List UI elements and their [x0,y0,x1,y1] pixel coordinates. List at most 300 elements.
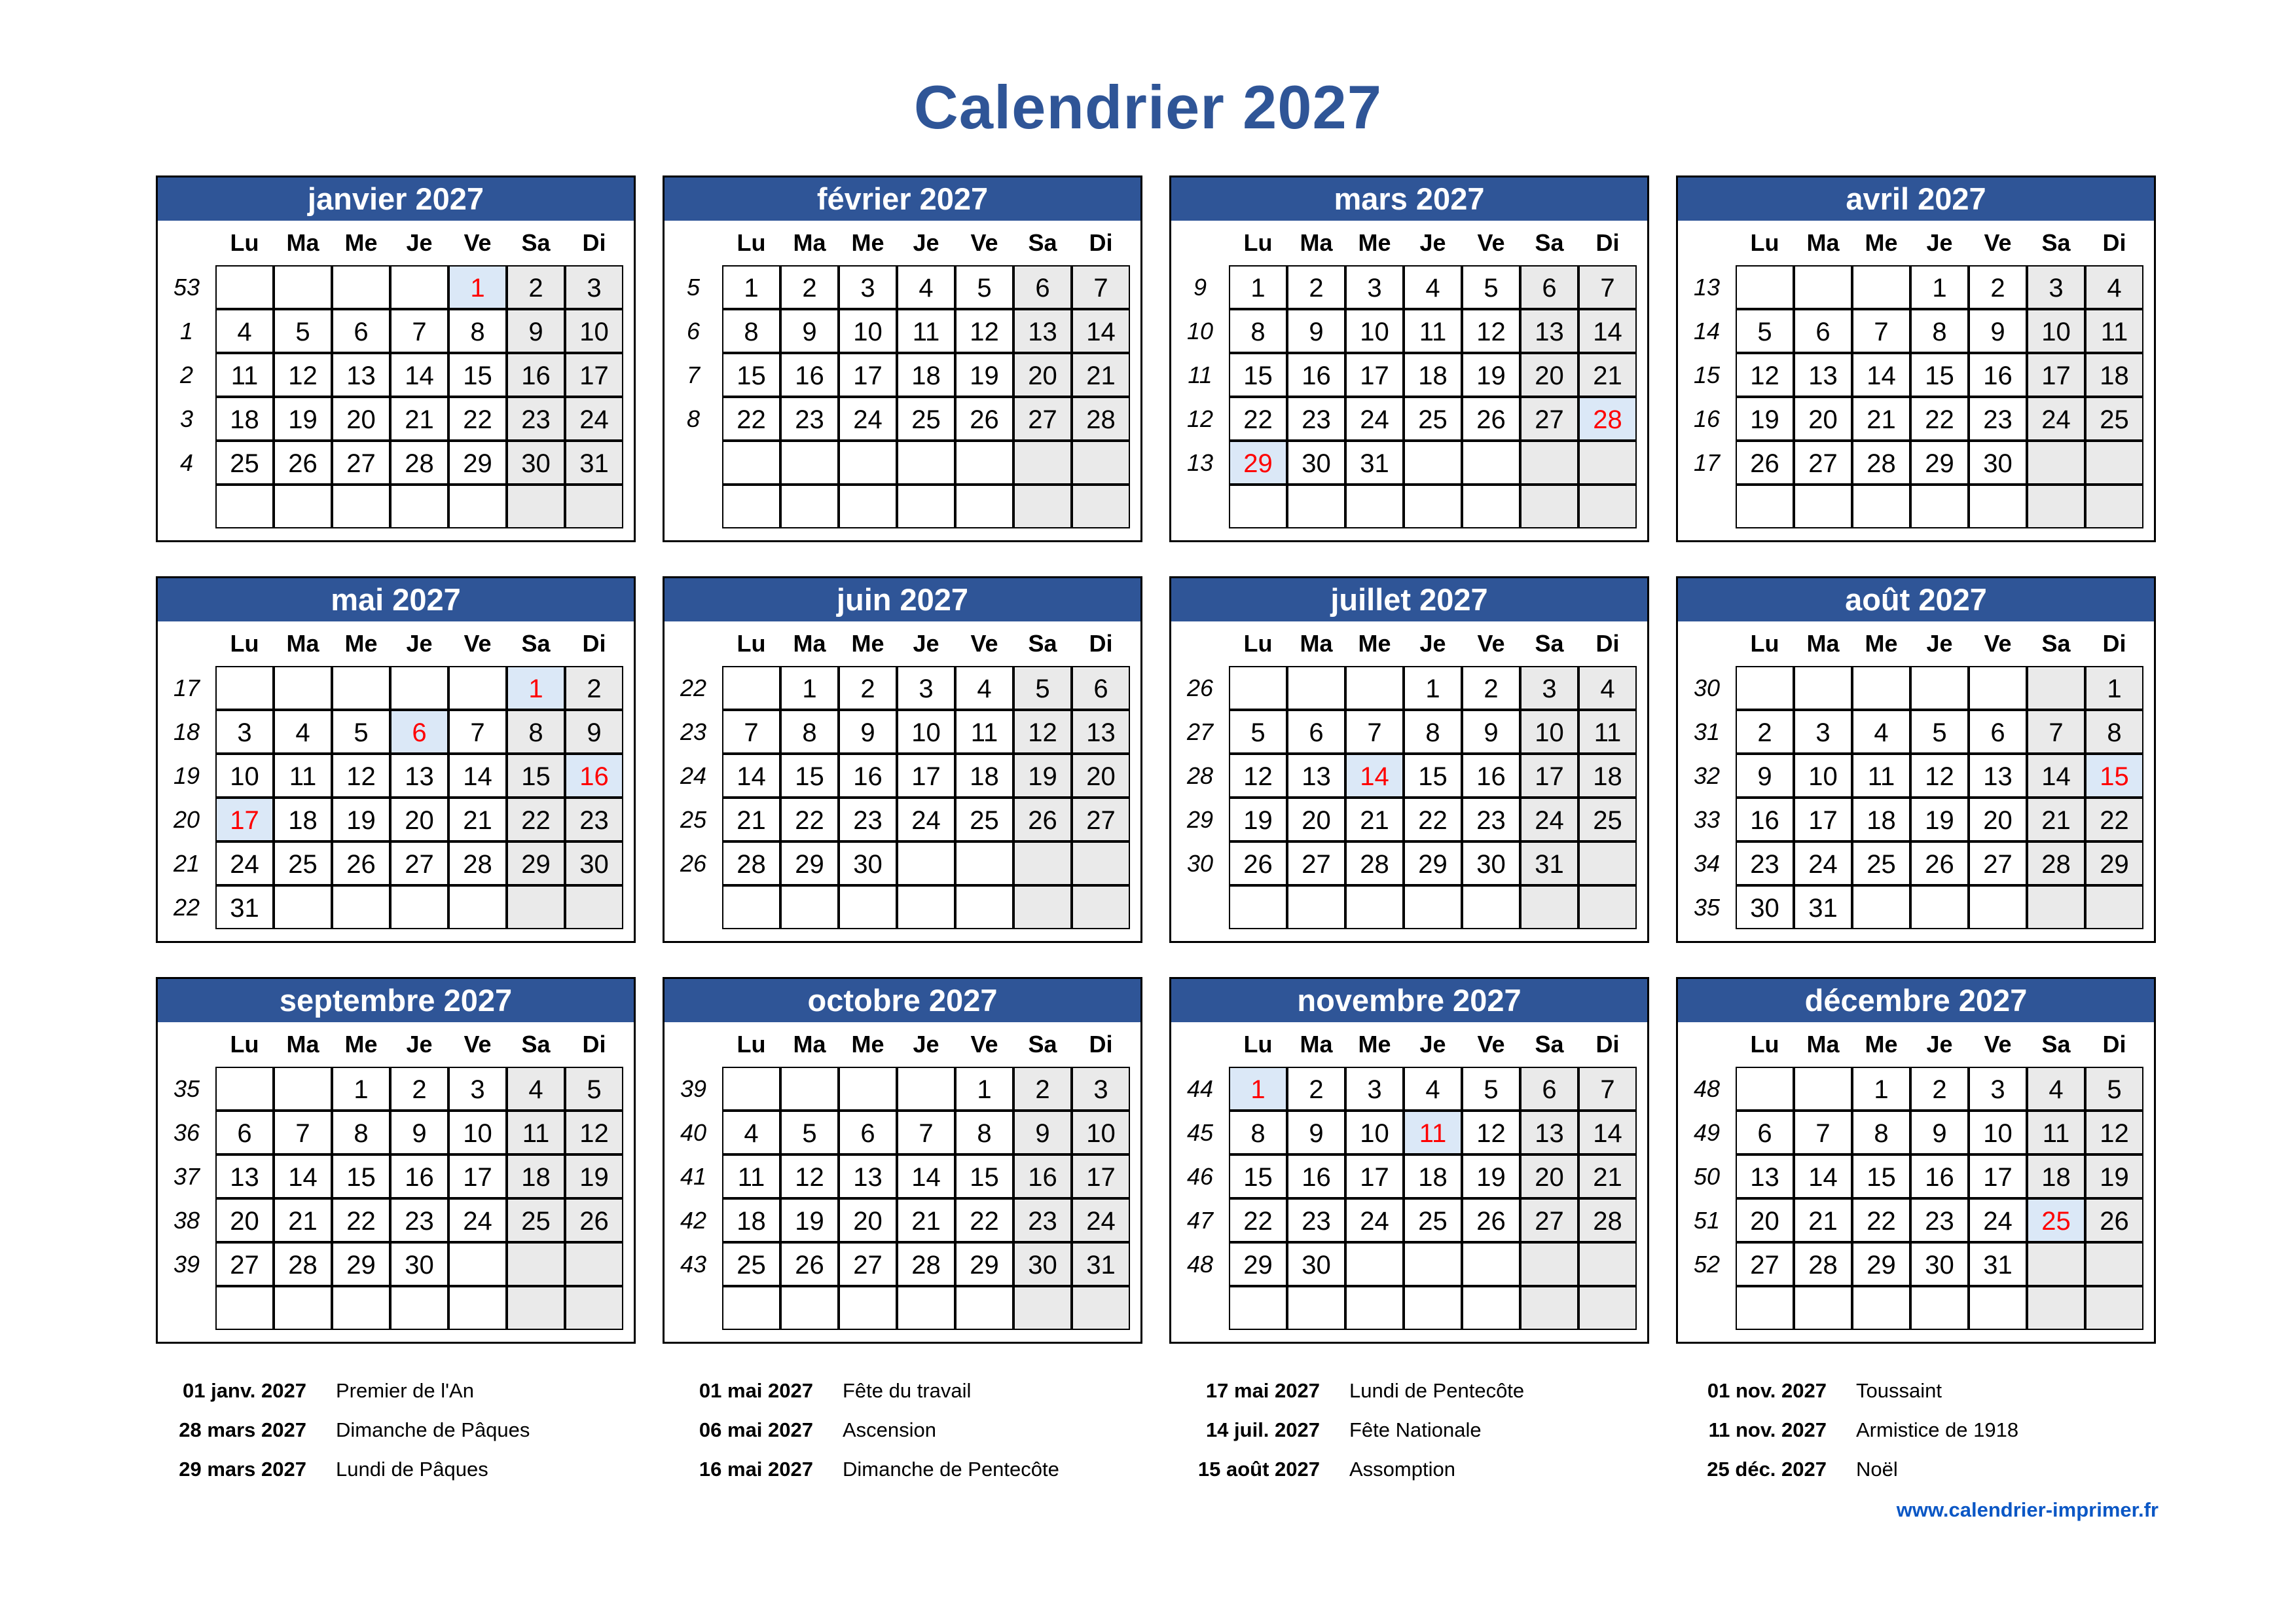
weekday-label: Sa [521,229,551,256]
day-cell: 1 [955,1067,1013,1111]
month-header: avril 2027 [1678,177,2154,221]
day-cell: 9 [1287,309,1345,353]
day-cell [507,1286,565,1330]
weekday-label: Ma [1300,229,1333,256]
holiday-day-cell: 15 [2085,754,2143,798]
day-cell: 23 [1287,1198,1345,1242]
day-cell: 23 [390,1198,448,1242]
day-cell: 25 [897,397,955,441]
weekday-label: Di [1089,229,1113,256]
weekday-label: Me [1358,229,1391,256]
weekday-label: Ve [1984,229,2012,256]
weekday-label: Sa [2041,229,2071,256]
weekday-label: Sa [521,630,551,657]
day-cell: 14 [722,754,780,798]
day-cell: 12 [780,1154,839,1198]
week-number [1171,485,1229,528]
day-cell: 19 [955,353,1013,397]
week-number: 21 [173,850,200,877]
day-cell: 5 [1013,666,1072,710]
month-header: mai 2027 [158,578,634,621]
week-number [158,1286,215,1330]
day-cell: 3 [1072,1067,1130,1111]
day-cell [390,885,448,929]
day-cell [1404,885,1462,929]
day-cell [448,885,507,929]
day-cell: 8 [1229,309,1287,353]
weekday-label: Di [1089,1031,1113,1058]
day-cell: 18 [2027,1154,2085,1198]
day-cell: 21 [897,1198,955,1242]
day-cell [2085,441,2143,485]
day-cell: 28 [448,841,507,885]
day-cell: 12 [1229,754,1287,798]
day-cell: 6 [1072,666,1130,710]
day-cell [390,265,448,309]
day-cell: 25 [215,441,274,485]
day-cell: 5 [274,309,332,353]
weekday-label: Me [344,1031,378,1058]
day-cell: 14 [1852,353,1910,397]
week-number: 39 [173,1251,200,1278]
week-number [158,485,215,528]
week-number: 2 [179,361,194,388]
day-cell: 24 [897,798,955,841]
weekday-label: Ma [286,1031,319,1058]
weekday-header-row [665,221,1140,265]
day-cell: 21 [448,798,507,841]
day-cell [1736,485,1794,528]
day-cell: 3 [2027,265,2085,309]
weekday-header-row [1678,221,2154,265]
month-header: décembre 2027 [1678,979,2154,1022]
day-cell: 11 [1852,754,1910,798]
day-cell: 21 [1345,798,1404,841]
day-cell: 16 [507,353,565,397]
day-cell: 28 [897,1242,955,1286]
day-cell [274,666,332,710]
day-cell [955,885,1013,929]
day-cell: 11 [1578,710,1637,754]
day-cell: 14 [2027,754,2085,798]
day-cell: 8 [1910,309,1969,353]
day-cell [1910,485,1969,528]
weekday-label: Me [1865,229,1898,256]
weekday-label: Lu [737,630,766,657]
day-cell [1462,1242,1520,1286]
day-cell: 26 [1013,798,1072,841]
day-cell [1072,841,1130,885]
day-cell: 9 [1736,754,1794,798]
day-cell: 8 [448,309,507,353]
day-cell: 10 [1969,1111,2027,1154]
day-cell: 10 [2027,309,2085,353]
weekday-label: Ma [1300,630,1333,657]
day-cell: 9 [1287,1111,1345,1154]
day-cell: 29 [780,841,839,885]
day-cell: 18 [1852,798,1910,841]
weekday-label: Ve [1477,229,1505,256]
day-cell [507,485,565,528]
week-number: 46 [1186,1163,1214,1190]
day-cell: 8 [780,710,839,754]
weekday-label: Sa [2041,1031,2071,1058]
day-cell: 14 [1578,1111,1637,1154]
weekday-label: Sa [1028,630,1057,657]
weekday-label: Sa [1028,229,1057,256]
day-cell: 15 [1910,353,1969,397]
month-header: mars 2027 [1171,177,1647,221]
weekday-label: Ve [970,1031,998,1058]
week-number: 27 [1186,718,1214,745]
day-cell: 23 [780,397,839,441]
day-cell [1404,1242,1462,1286]
day-cell: 3 [448,1067,507,1111]
week-number: 28 [1186,762,1214,789]
week-number: 13 [1693,274,1721,301]
weekday-label: Ma [286,630,319,657]
day-cell: 1 [332,1067,390,1111]
week-number: 11 [1188,361,1212,388]
day-cell: 21 [274,1198,332,1242]
day-cell: 2 [390,1067,448,1111]
day-cell [1578,841,1637,885]
weekday-label: Di [1089,630,1113,657]
week-number: 26 [680,850,707,877]
weekday-label: Je [406,229,433,256]
day-cell [1578,1286,1637,1330]
day-cell: 30 [565,841,623,885]
month-header: février 2027 [665,177,1140,221]
day-cell: 17 [448,1154,507,1198]
day-cell: 31 [565,441,623,485]
holiday-name: Lundi de Pentecôte [1349,1379,1525,1402]
day-cell: 27 [215,1242,274,1286]
day-cell: 18 [897,353,955,397]
day-cell [780,885,839,929]
week-number: 14 [1693,318,1721,344]
month-header: octobre 2027 [665,979,1140,1022]
day-cell: 31 [1794,885,1852,929]
day-cell: 11 [2027,1111,2085,1154]
day-cell [1287,666,1345,710]
day-cell [332,265,390,309]
weekday-label: Ve [1984,1031,2012,1058]
weekday-label: Sa [1535,229,1564,256]
month-10 [1169,977,1649,1344]
weekday-label: Je [406,630,433,657]
day-cell: 19 [1462,1154,1520,1198]
week-number [1171,1286,1229,1330]
day-cell [1969,1286,2027,1330]
week-number: 17 [173,674,200,701]
holiday-day-cell: 17 [215,798,274,841]
month-header: novembre 2027 [1171,979,1647,1022]
day-cell [1578,441,1637,485]
day-cell [274,885,332,929]
day-cell: 12 [565,1111,623,1154]
week-number [1678,1286,1736,1330]
day-cell [1462,485,1520,528]
day-cell: 6 [215,1111,274,1154]
day-cell: 7 [2027,710,2085,754]
day-cell [565,1242,623,1286]
day-cell: 5 [955,265,1013,309]
weekday-label: Ve [464,1031,492,1058]
weekday-header-row [158,1022,634,1067]
day-cell: 3 [565,265,623,309]
day-cell: 22 [2085,798,2143,841]
day-cell: 3 [1969,1067,2027,1111]
day-cell [2085,1286,2143,1330]
day-cell: 10 [1345,1111,1404,1154]
holiday-name: Noël [1856,1458,1898,1481]
day-cell [1969,485,2027,528]
weekday-label: Lu [1243,229,1273,256]
holiday-name: Dimanche de Pâques [336,1418,530,1441]
day-cell: 25 [1404,397,1462,441]
day-cell: 10 [1345,309,1404,353]
day-cell [507,885,565,929]
day-cell [215,485,274,528]
day-cell [274,1286,332,1330]
day-cell: 18 [722,1198,780,1242]
day-cell [722,1286,780,1330]
day-cell: 4 [1404,265,1462,309]
day-cell [1072,441,1130,485]
week-number: 29 [1186,806,1214,833]
day-cell [955,1286,1013,1330]
holiday-date: 25 déc. 2027 [1707,1458,1827,1481]
day-cell: 23 [1969,397,2027,441]
day-cell: 17 [839,353,897,397]
day-cell: 10 [448,1111,507,1154]
day-cell [2027,666,2085,710]
weekday-header-row [1171,221,1647,265]
week-number: 39 [680,1075,707,1102]
day-cell: 21 [390,397,448,441]
day-cell: 13 [1013,309,1072,353]
day-cell: 23 [565,798,623,841]
day-cell: 23 [1287,397,1345,441]
day-cell: 9 [839,710,897,754]
day-cell: 15 [1229,1154,1287,1198]
month-header: août 2027 [1678,578,2154,621]
day-cell: 22 [1910,397,1969,441]
day-cell [839,885,897,929]
day-cell: 25 [1578,798,1637,841]
day-cell: 30 [1013,1242,1072,1286]
day-cell [1013,841,1072,885]
weekday-label: Je [1926,630,1953,657]
month-2 [1169,175,1649,542]
day-cell: 12 [1013,710,1072,754]
day-cell [1072,885,1130,929]
day-cell [1013,441,1072,485]
holiday-date: 29 mars 2027 [179,1458,306,1481]
weekday-label: Sa [521,1031,551,1058]
day-cell: 12 [332,754,390,798]
month-5 [663,576,1142,943]
day-cell: 24 [1520,798,1578,841]
day-cell: 5 [332,710,390,754]
day-cell: 3 [897,666,955,710]
day-cell [332,1286,390,1330]
week-number: 19 [173,762,200,789]
day-cell: 2 [1013,1067,1072,1111]
day-cell: 24 [565,397,623,441]
day-cell: 23 [507,397,565,441]
day-cell: 11 [897,309,955,353]
day-cell: 8 [332,1111,390,1154]
day-cell [897,1067,955,1111]
week-number [1171,885,1229,929]
day-cell: 26 [955,397,1013,441]
day-cell: 15 [780,754,839,798]
holiday-date: 01 nov. 2027 [1707,1379,1827,1402]
day-cell: 2 [1287,265,1345,309]
day-cell: 29 [1229,1242,1287,1286]
day-cell: 16 [1462,754,1520,798]
day-cell: 22 [1852,1198,1910,1242]
week-number: 40 [680,1119,707,1146]
day-cell: 29 [955,1242,1013,1286]
day-cell: 4 [1404,1067,1462,1111]
day-cell: 1 [780,666,839,710]
week-number: 48 [1693,1075,1721,1102]
day-cell: 6 [1520,1067,1578,1111]
day-cell [390,1286,448,1330]
day-cell: 5 [2085,1067,2143,1111]
weekday-label: Lu [1750,229,1779,256]
day-cell: 17 [565,353,623,397]
day-cell [1287,1286,1345,1330]
day-cell [1462,441,1520,485]
week-number: 9 [1193,274,1207,301]
day-cell: 23 [1462,798,1520,841]
day-cell: 22 [780,798,839,841]
website-link[interactable]: www.calendrier-imprimer.fr [1896,1498,2159,1521]
day-cell: 27 [1736,1242,1794,1286]
day-cell: 18 [955,754,1013,798]
week-number: 49 [1693,1119,1721,1146]
week-number: 23 [680,718,707,745]
weekday-label: Di [1595,1031,1620,1058]
day-cell [565,885,623,929]
weekday-label: Je [1419,1031,1446,1058]
day-cell: 11 [507,1111,565,1154]
day-cell: 27 [1969,841,2027,885]
day-cell: 13 [1794,353,1852,397]
day-cell: 28 [1345,841,1404,885]
day-cell [1462,1286,1520,1330]
week-number: 32 [1693,762,1721,789]
day-cell [1287,485,1345,528]
weekday-label: Ma [1806,630,1840,657]
day-cell: 31 [1969,1242,2027,1286]
day-cell [1013,885,1072,929]
day-cell: 13 [215,1154,274,1198]
day-cell: 2 [839,666,897,710]
day-cell [1852,666,1910,710]
day-cell: 1 [722,265,780,309]
holiday-day-cell: 1 [507,666,565,710]
day-cell [722,885,780,929]
week-number [665,441,722,485]
day-cell [215,666,274,710]
week-number: 5 [686,274,701,301]
weekday-label: Je [1419,630,1446,657]
day-cell: 30 [1910,1242,1969,1286]
month-1 [663,175,1142,542]
day-cell: 4 [215,309,274,353]
day-cell: 20 [1736,1198,1794,1242]
day-cell: 9 [1969,309,2027,353]
day-cell: 13 [1520,1111,1578,1154]
weekday-label: Ve [1477,1031,1505,1058]
day-cell [1404,1286,1462,1330]
day-cell: 13 [839,1154,897,1198]
weekday-label: Lu [737,1031,766,1058]
day-cell: 7 [274,1111,332,1154]
day-cell: 27 [1794,441,1852,485]
day-cell: 27 [1072,798,1130,841]
day-cell: 21 [2027,798,2085,841]
day-cell: 8 [955,1111,1013,1154]
day-cell: 27 [332,441,390,485]
day-cell: 14 [897,1154,955,1198]
weekday-label: Ma [1300,1031,1333,1058]
day-cell: 20 [215,1198,274,1242]
weekday-label: Ma [793,630,826,657]
day-cell [1794,265,1852,309]
day-cell [1229,1286,1287,1330]
day-cell: 25 [955,798,1013,841]
week-number: 22 [680,674,707,701]
day-cell [215,265,274,309]
day-cell: 11 [955,710,1013,754]
day-cell [2027,441,2085,485]
day-cell: 2 [1910,1067,1969,1111]
day-cell [2027,1242,2085,1286]
week-number: 37 [173,1163,200,1190]
weekday-label: Me [1865,1031,1898,1058]
holiday-name: Toussaint [1856,1379,1942,1402]
day-cell: 15 [1229,353,1287,397]
day-cell [1852,885,1910,929]
day-cell: 23 [1013,1198,1072,1242]
day-cell: 6 [1969,710,2027,754]
day-cell [955,441,1013,485]
day-cell: 5 [1462,265,1520,309]
day-cell [1345,666,1404,710]
week-number: 30 [1693,674,1721,701]
day-cell [1736,265,1794,309]
weekday-label: Di [1595,630,1620,657]
week-number: 31 [1693,718,1721,745]
day-cell: 12 [1910,754,1969,798]
day-cell [897,485,955,528]
holiday-date: 14 juil. 2027 [1205,1418,1320,1441]
day-cell: 31 [1345,441,1404,485]
holiday-date: 28 mars 2027 [179,1418,306,1441]
day-cell [1287,885,1345,929]
day-cell: 13 [1520,309,1578,353]
week-number [665,1286,722,1330]
day-cell: 10 [215,754,274,798]
weekday-label: Ve [1984,630,2012,657]
month-header: juin 2027 [665,578,1140,621]
